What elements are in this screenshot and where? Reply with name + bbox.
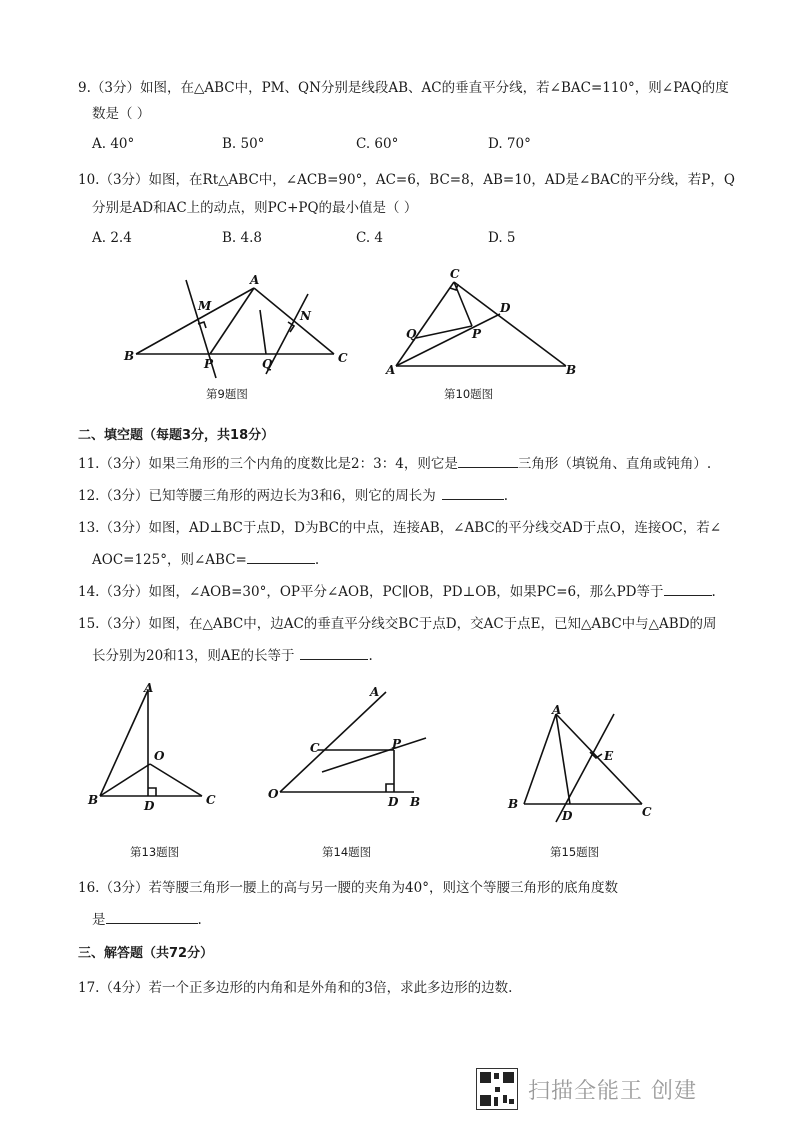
fig15-label-c: C <box>642 805 652 819</box>
fig13-label-a: A <box>144 681 154 695</box>
q9-line1: 9.（3分）如图，在△ABC中，PM、QN分别是线段AB、AC的垂直平分线，若∠BAC=110°，则∠PAQ的度 <box>78 80 729 96</box>
figure-9 <box>120 270 360 380</box>
q16-line2 <box>92 908 202 928</box>
fig15-caption: 第15题图 <box>550 845 600 859</box>
fig9-label-n: N <box>300 309 311 323</box>
fig15-label-b: B <box>508 797 519 811</box>
q11 <box>78 452 711 472</box>
fig15-side-ac <box>556 714 642 804</box>
q13-line1: 13.（3分）如图，AD⊥BC于点D，D为BC的中点，连接AB，∠ABC的平分线交AD于点O，连接OC，若∠ <box>78 520 722 536</box>
fig9-label-b: B <box>124 349 135 363</box>
fig13-segment-oc <box>150 764 202 796</box>
fig15-side-ab <box>524 714 556 804</box>
fig14-right-angle-d <box>386 784 394 792</box>
q15-line1: 15.（3分）如图，在△ABC中，边AC的垂直平分线交BC于点D，交AC于点E，已知△ABC中与△ABD的周 <box>78 616 717 632</box>
fig10-caption: 第10题图 <box>444 387 494 401</box>
q12-text-after: . <box>503 488 509 504</box>
fig13-label-b: B <box>88 793 99 807</box>
figure-13 <box>84 680 224 813</box>
fig13-label-d: D <box>144 799 155 813</box>
fig9-segment-pa <box>210 288 254 354</box>
fig15-label-d: D <box>562 809 573 823</box>
fig14-bisector-op <box>322 738 426 772</box>
fig13-label-o: O <box>154 749 165 763</box>
q13-blank[interactable] <box>247 550 315 565</box>
fig10-label-b: B <box>566 363 577 377</box>
fig10-label-c: C <box>450 267 460 281</box>
q13-line2 <box>92 548 319 568</box>
scanner-watermark <box>476 1068 697 1110</box>
fig13-caption: 第13题图 <box>130 845 180 859</box>
qr-code-icon <box>476 1068 518 1110</box>
q16-line1: 16.（3分）若等腰三角形一腰上的高与另一腰的夹角为40°，则这个等腰三角形的底角度数 <box>78 880 618 896</box>
q10-option-c: C. 4 <box>356 230 384 246</box>
fig15-label-a: A <box>552 703 562 717</box>
fig9-label-q: Q <box>262 357 273 371</box>
fig14-label-d: D <box>388 795 399 809</box>
q13-text-after: . <box>314 552 320 568</box>
fig14-label-a: A <box>370 685 380 699</box>
fig9-caption: 第9题图 <box>206 387 248 401</box>
fig10-side-ac <box>396 282 454 366</box>
fig9-label-m: M <box>198 299 212 313</box>
q9-option-d: D. 70° <box>488 136 531 152</box>
q9-option-a: A. 40° <box>92 136 135 152</box>
q15-text-after: . <box>368 648 373 664</box>
q12-text: 12.（3分）已知等腰三角形的两边长为3和6，则它的周长为 <box>78 488 436 504</box>
fig14-label-p: P <box>392 737 402 751</box>
q9-line2: 数是（ ） <box>92 106 151 122</box>
fig14-ray-oa <box>280 692 386 792</box>
figure-14 <box>262 680 442 810</box>
figure-10 <box>384 268 584 380</box>
fig9-label-a: A <box>250 273 260 287</box>
q14 <box>78 580 716 600</box>
q11-text-after: 三角形（填锐角、直角或钝角）. <box>517 456 712 472</box>
q15-line2 <box>92 644 373 664</box>
q16-text: 是 <box>92 912 106 928</box>
q10-option-d: D. 5 <box>488 230 516 246</box>
q11-text: 11.（3分）如果三角形的三个内角的度数比是2：3：4，则它是 <box>78 456 458 472</box>
q11-blank[interactable] <box>458 454 518 469</box>
fig10-label-d: D <box>500 301 511 315</box>
q12-blank[interactable] <box>442 486 504 501</box>
q14-text-after: . <box>711 584 716 600</box>
fig10-label-q: Q <box>406 327 417 341</box>
q14-text: 14.（3分）如图，∠AOB=30°，OP平分∠AOB，PC∥OB，PD⊥OB，如果PC=6，那么PD等于 <box>78 584 664 600</box>
q15-text: 长分别为20和13，则AE的长等于 <box>92 648 295 664</box>
q12 <box>78 484 508 504</box>
fig13-label-c: C <box>206 793 216 807</box>
fig10-label-p: P <box>472 327 482 341</box>
watermark-brand-text: 扫描全能王 创建 <box>528 1078 697 1104</box>
fig9-segment-qa <box>260 310 266 354</box>
q14-blank[interactable] <box>664 582 712 597</box>
q9-option-b: B. 50° <box>222 136 265 152</box>
figure-15 <box>500 700 660 830</box>
section2-heading: 二、填空题（每题3分，共18分） <box>78 428 275 443</box>
q10-line2: 分别是AD和AC上的动点，则PC+PQ的最小值是（ ） <box>92 200 418 216</box>
fig15-label-e: E <box>604 749 614 763</box>
q17: 17.（4分）若一个正多边形的内角和是外角和的3倍，求此多边形的边数. <box>78 980 513 996</box>
q10-line1: 10.（3分）如图，在Rt△ABC中，∠ACB=90°，AC=6，BC=8，AB=10，AD是∠BAC的平分线，若P，Q <box>78 172 735 188</box>
fig13-right-angle-d <box>148 788 156 796</box>
fig9-side-ab <box>136 288 254 354</box>
fig14-label-b: B <box>410 795 421 809</box>
fig14-caption: 第14题图 <box>322 845 372 859</box>
q10-option-b: B. 4.8 <box>222 230 262 246</box>
q13-text: AOC=125°，则∠ABC= <box>92 552 247 568</box>
q16-text-after: . <box>197 912 202 928</box>
q15-blank[interactable] <box>300 646 368 661</box>
q9-option-c: C. 60° <box>356 136 399 152</box>
q10-option-a: A. 2.4 <box>92 230 132 246</box>
fig14-label-o: O <box>268 787 279 801</box>
q16-blank[interactable] <box>106 910 198 925</box>
fig9-label-p: P <box>204 357 214 371</box>
section3-heading: 三、解答题（共72分） <box>78 946 214 961</box>
fig10-label-a: A <box>386 363 396 377</box>
fig9-label-c: C <box>338 351 348 365</box>
fig14-label-c: C <box>310 741 320 755</box>
